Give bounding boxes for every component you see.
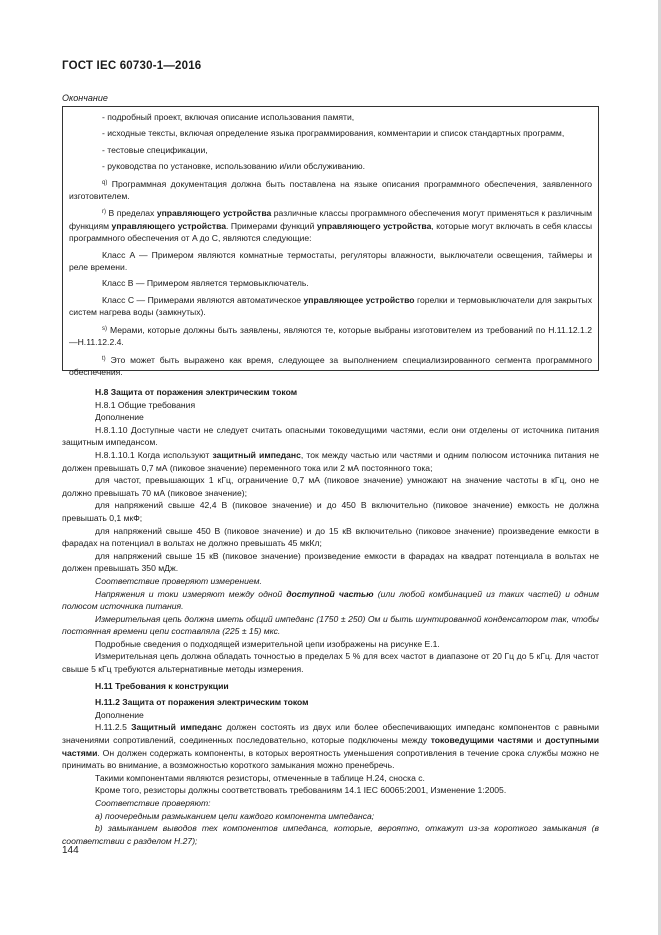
footnote-mark: t) <box>102 355 106 362</box>
paragraph: Кроме того, резисторы должны соответствовать требованиям 14.1 IEC 60065:2001, Изменение 1:2005. <box>95 785 507 796</box>
page-header: ГОСТ IEC 60730-1—2016 <box>62 60 202 72</box>
subsection-heading: H.11.2 Защита от поражения электрическим током <box>95 697 309 708</box>
term-bold: управляющего устройства <box>316 220 432 231</box>
note-text: различные классы программного обеспечения могут применяться к различным функциям <box>69 208 593 231</box>
note-text: горелки и термовыключатели для закрытых систем нагрева воды (замкнутых). <box>69 294 593 318</box>
class-b: Класс B — Примером является термовыключатель. <box>102 278 309 289</box>
term-bold: управляющего устройства <box>111 220 227 231</box>
note-bullet: - исходные тексты, включая определение языка программирования, комментарии и список стандартных программ, <box>102 128 565 139</box>
addition-label: Дополнение <box>95 709 144 720</box>
paragraph <box>62 588 599 613</box>
para-text: H.8.1.10.1 Когда используют <box>95 449 210 460</box>
paragraph <box>62 449 599 474</box>
note-t <box>69 353 592 379</box>
paragraph: Измерительная цепь должна обладать точностью в пределах 5 % для всех частот в диапазоне от 20 Гц до 5 кГц. Для частот свыше 5 кГц требуются альтернативные методы измерения. <box>62 651 599 675</box>
note-text: Это может быть выражено как время, следующее за выполнением специализированного сегмента программного обеспечения. <box>69 354 592 377</box>
main-body <box>62 386 599 847</box>
paragraph: Такими компонентами являются резисторы, отмеченные в таблице H.24, сноска c. <box>95 772 425 783</box>
note-bullet: - подробный проект, включая описание использования памяти, <box>102 112 355 122</box>
para-text: Напряжения и токи измеряют между одной <box>95 588 283 599</box>
page-number: 144 <box>62 845 79 856</box>
paragraph: для частот, превышающих 1 кГц, ограничение 0,7 мА (пиковое значение) умножают на значение частоты в кГц, оно не должно превышать 70 мА (пиковое значение); <box>62 475 599 498</box>
compliance-check: Соответствие проверяют измерением. <box>95 575 262 586</box>
notes-table-content <box>63 107 598 382</box>
para-text: должен состоять из двух или более обеспечивающих импеданс компонентов с равными значениями сопротивлений, соединенных последовательно, которые подключены между <box>62 722 600 746</box>
paragraph <box>62 721 599 771</box>
note-text: Класс C — Примерами являются автоматическое <box>102 294 302 305</box>
term-bold: Защитный импеданс <box>131 722 223 733</box>
note-s <box>69 323 592 349</box>
note-r <box>69 206 592 244</box>
note-text: . Примерами функций <box>226 220 315 231</box>
para-text: H.11.2.5 <box>95 722 127 733</box>
paragraph: для напряжений свыше 450 В (пиковое значение) и до 15 кВ включительно (пиковое значение) произведение емкости в фарадах на потенциал в вольтах не должно превышать 45 мкКл; <box>62 525 599 549</box>
footnote-mark: s) <box>102 325 107 332</box>
paragraph: для напряжений свыше 42,4 В (пиковое значение) и до 450 В включительно (пиковое значение) емкость не должна превышать 0,1 мкФ; <box>62 500 599 523</box>
list-item: a) поочередным размыканием цепи каждого компонента импеданса; <box>95 810 375 821</box>
subsection-heading: H.8.1 Общие требования <box>95 399 196 410</box>
paragraph: H.8.1.10 Доступные части не следует считать опасными токоведущими частями, если они отделены от источника питания защитным импедансом. <box>62 424 599 448</box>
section-heading: H.11 Требования к конструкции <box>95 680 229 691</box>
list-item: b) замыканием выводов тех компонентов импеданса, которые, вероятно, откажут из-за короткого замыкания (в соответствии с разделом H.27); <box>62 823 599 846</box>
continuation-label: Окончание <box>62 93 108 103</box>
paragraph: для напряжений свыше 15 кВ (пиковое значение) произведение емкости в фарадах на квадрат потенциала в вольтах не должен превышать 350 мДж. <box>62 550 599 574</box>
note-text: Мерами, которые должны быть заявлены, являются те, которые выбраны изготовителем из требований по H.11.12.1.2—H.11.12.2.4. <box>69 324 593 348</box>
compliance-check: Соответствие проверяют: <box>95 798 211 808</box>
term-bold: управляющее устройство <box>303 294 415 305</box>
note-text: В пределах <box>108 208 155 219</box>
addition-label: Дополнение <box>95 412 144 423</box>
term-bold: доступными частями <box>62 735 600 758</box>
footnote-mark: q) <box>102 179 108 186</box>
note-text: , которые могут включать в себя классы программного обеспечения от A до C, являются следующие: <box>69 220 592 244</box>
paragraph: Подробные сведения о подходящей измерительной цепи изображены на рисунке E.1. <box>95 638 440 649</box>
term-bold: управляющего устройства <box>156 208 272 219</box>
term-bold: доступной частью <box>286 588 374 599</box>
note-bullet: - тестовые спецификации, <box>102 144 208 155</box>
term-bold: токоведущими частями <box>430 735 533 746</box>
class-a: Класс A — Примером являются комнатные термостаты, регуляторы влажности, выключатели освещения, таймеры и реле времени. <box>69 249 592 273</box>
para-text: и <box>536 735 542 746</box>
footnote-mark: r) <box>102 209 106 216</box>
para-text: (или любой комбинацией из таких частей) и одним полюсом источника питания. <box>62 588 600 612</box>
note-q <box>69 177 592 203</box>
class-c <box>69 294 592 319</box>
note-text: Программная документация должна быть поставлена на языке описания программного обеспечения, заявленного изготовителем. <box>69 178 593 202</box>
term-bold: защитный импеданс <box>212 449 301 460</box>
para-text: . Он должен содержать компоненты, в которых вероятность уменьшения сопротивления в течение срока службы можно не принимать во внимание, а возможностью короткого замыкания можно пренебречь. <box>62 747 599 771</box>
note-bullet: - руководства по установке, использованию и/или обслуживанию. <box>102 161 366 172</box>
paragraph: Измерительная цепь должна иметь общий импеданс (1750 ± 250) Ом и быть шунтированной конденсатором так, чтобы постоянная времени цепи составляла (225 ± 15) мкс. <box>62 613 599 637</box>
notes-table <box>62 106 599 377</box>
section-heading: H.8 Защита от поражения электрическим током <box>95 387 298 397</box>
para-text: , ток между частью или частями и одним полюсом источника питания не должен превышать 0,7 мА (пиковое значение) переменного тока или 2 мА постоянного тока; <box>62 449 599 473</box>
